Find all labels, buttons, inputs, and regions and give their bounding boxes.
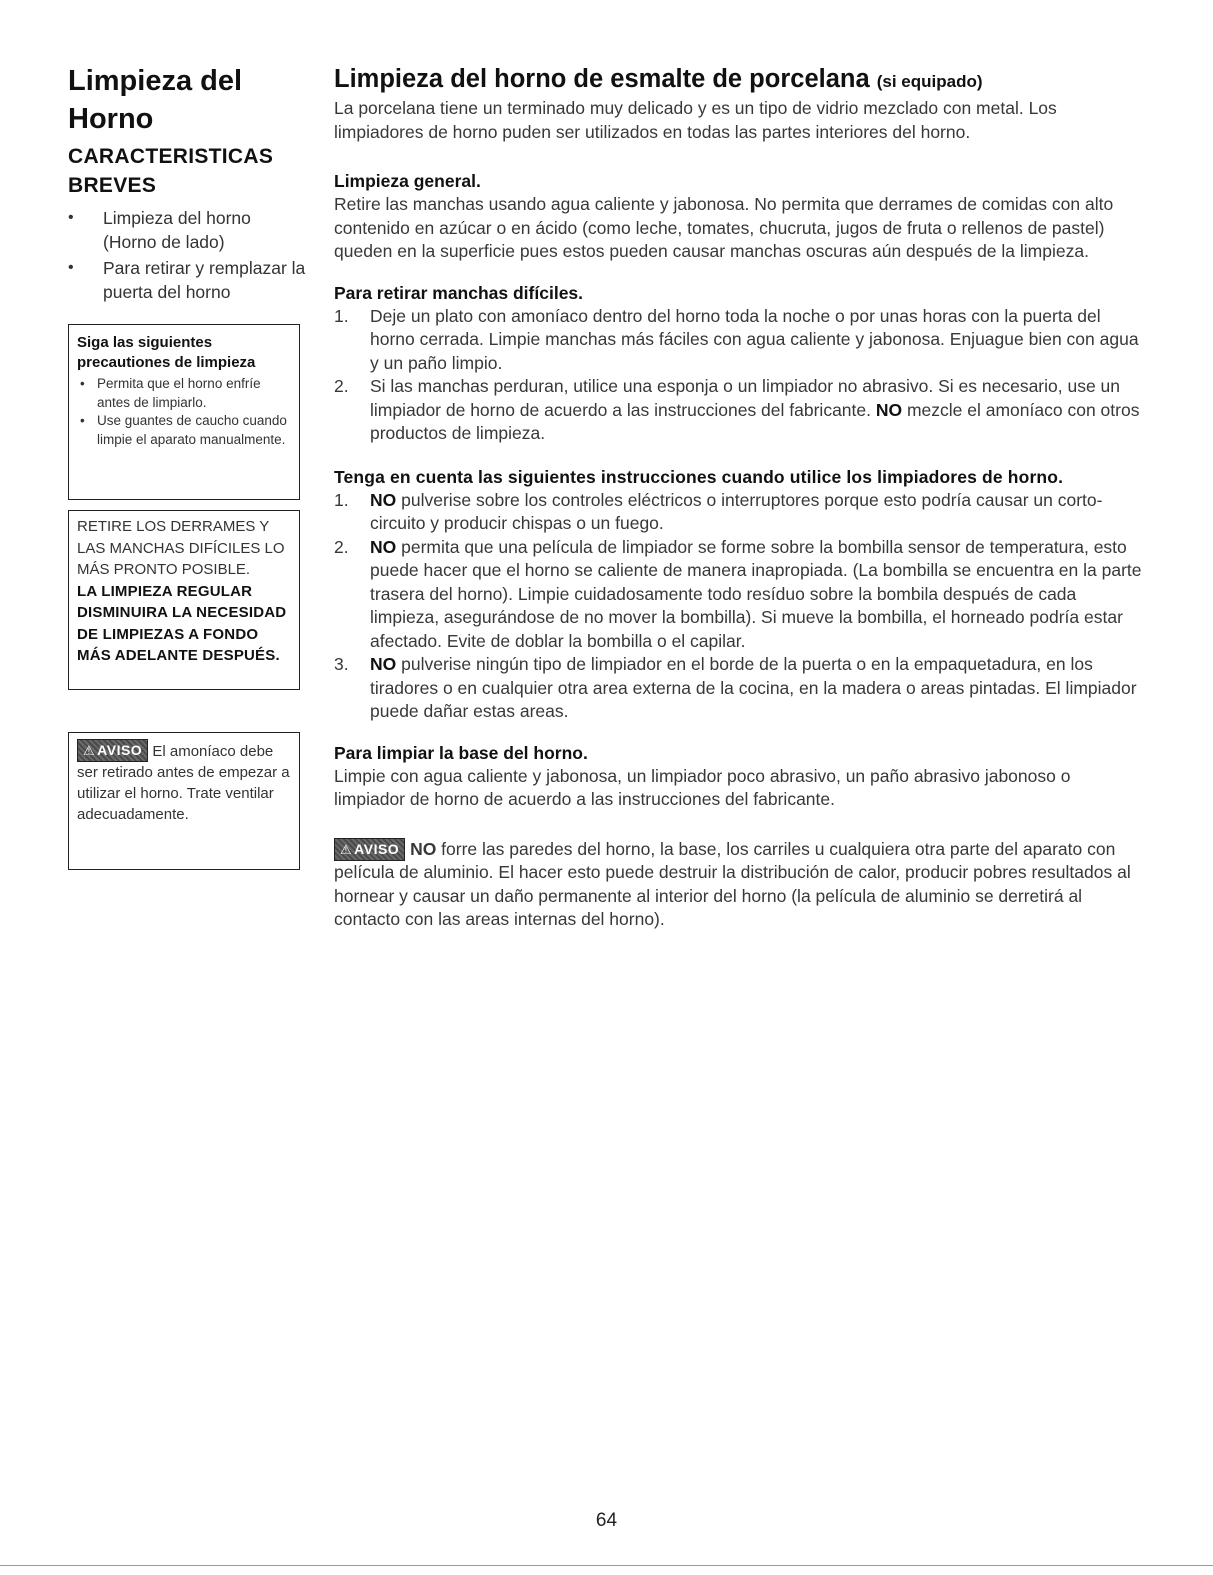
list-text-bold: NO (370, 654, 397, 674)
ammonia-warning-text: El amoníaco debe ser retirado antes de empezar a utilizar el horno. Trate ventilar adecuadamente. (77, 743, 290, 823)
footer-divider (0, 1565, 1213, 1566)
precautions-box (68, 324, 300, 500)
list-text-main: permita que una película de limpiador se forme sobre la bombilla sensor de temperatura, esto puede hacer que el horno se caliente de manera inapropiada. (La bombilla se encuentra en la parte trasera del horno). Limpie cuidadosamente todo resíduo sobre la bombila después de cada limpieza, asegurándose de no mover la bombilla). Si mueve la bombilla, el horneado podría estar afectado. Evite de doblar la bombilla o el capilar. (370, 536, 1142, 651)
general-cleaning-heading: Limpieza general. (334, 171, 481, 191)
general-cleaning-text: Retire las manchas usando agua caliente y jabonosa. No permita que derrames de comidas con alto contenido en azúcar o en ácido (como leche, tomates, chucruta, jugos de fruta o rellenos de pastel) queden en la superficie pues estos pueden causar manchas oscuras aún después de la limpieza. (334, 194, 1114, 261)
list-item (334, 489, 1142, 536)
list-number: 2. (334, 536, 349, 557)
list-text-bold: NO (370, 489, 397, 510)
spills-note-box (68, 510, 300, 690)
warning-triangle-icon: ⚠ (83, 743, 96, 758)
foil-warning-text: forre las paredes del horno, la base, los carriles u cualquiera otra parte del aparato con película de aluminio. El hacer esto puede destruir la distribución de calor, producir pobres resultados al hornear y causar un daño permanente al interior del horno (la película de aluminio se derretirá al contacto con las areas internas del horno). (334, 838, 1131, 929)
precaution-item: • Permita que el horno enfríe antes de limpiarlo. (77, 375, 291, 412)
warning-bold-text: NO (410, 838, 437, 859)
list-text-bold: NO (875, 399, 903, 420)
base-cleaning-text: Limpie con agua caliente y jabonosa, un limpiador poco abrasivo, un paño abrasivo jabonoso o limpiador de horno de acuerdo a las instrucciones del fabricante. (334, 765, 1071, 809)
list-text-main: pulverise ningún tipo de limpiador en el borde de la puerta o en la empaquetadura, en los tiradores o en cualquier otra area externa de la cocina, en la madera o areas pintadas. El limpiador puede dañar estas areas. (370, 654, 1137, 721)
precaution-item: • Use guantes de caucho cuando limpie el aparato manualmente. (77, 412, 291, 449)
list-text-main: Si las manchas perduran, utilice una esponja o un limpiador no abrasivo. Si es necesario, use un limpiador de horno de acuerdo a las instrucciones del fabricante. (370, 376, 1121, 420)
list-item (334, 653, 1142, 724)
ammonia-warning-box (68, 732, 300, 870)
list-text (370, 305, 1142, 376)
list-text-rest: mezcle el amoníaco con otros productos de limpieza. (370, 399, 1140, 443)
list-text (370, 653, 1142, 724)
list-item (334, 375, 1142, 446)
section-title-text: Limpieza del horno de esmalte de porcelana (334, 65, 870, 93)
list-number: 3. (334, 654, 349, 674)
precautions-list (77, 375, 291, 449)
list-number: 1. (334, 489, 349, 510)
list-number: 2. (334, 376, 349, 396)
warning-badge-label: AVISO (97, 742, 143, 758)
list-text (370, 536, 1142, 654)
page-title: Limpieza del Horno (68, 65, 243, 135)
intro-paragraph: La porcelana tiene un terminado muy delicado y es un tipo de vidrio mezclado con metal. Los limpiadores de horno puden ser utilizados en todas las partes interiores del horno. (334, 98, 1057, 142)
features-list (68, 206, 308, 304)
list-item (334, 536, 1142, 654)
features-heading: CARACTERISTICAS BREVES (68, 145, 274, 197)
section-title (334, 64, 1142, 97)
instructions-list (334, 489, 1142, 724)
list-text (370, 375, 1142, 446)
list-text-main: Deje un plato con amoníaco dentro del horno toda la noche o por unas horas con la puerta del horno cerrada. Limpie manchas más fáciles con agua caliente y jabonosa. Enjuague bien con agua y un paño limpio. (370, 305, 1139, 373)
base-cleaning-heading: Para limpiar la base del horno. (334, 742, 588, 763)
section-title-suffix: (si equipado) (876, 72, 983, 91)
foil-warning (334, 838, 1142, 932)
feature-item: • Limpieza del horno (Horno de lado) (68, 206, 308, 254)
list-item (334, 305, 1142, 376)
warning-badge-label: AVISO (354, 840, 400, 857)
warning-badge (77, 739, 148, 762)
warning-badge (334, 838, 405, 861)
regular-cleaning-note: LA LIMPIEZA REGULAR DISMINUIRA LA NECESIDAD DE LIMPIEZAS A FONDO MÁS ADELANTE DESPUÉS. (77, 582, 287, 664)
list-text-main: pulverise sobre los controles eléctricos o interruptores porque esto podría causar un corto-circuito y producir chispas o un fuego. (370, 489, 1103, 533)
page-number: 64 (595, 1510, 618, 1531)
precautions-heading: Siga las siguientes precautiones de limpieza (77, 334, 256, 371)
list-text-bold: NO (370, 536, 397, 557)
spills-note-text: RETIRE LOS DERRAMES Y LAS MANCHAS DIFÍCILES LO MÁS PRONTO POSIBLE. (77, 518, 285, 578)
difficult-stains-list (334, 305, 1142, 446)
list-number: 1. (334, 305, 349, 326)
feature-item: • Para retirar y remplazar la puerta del horno (68, 256, 308, 304)
main-content (334, 64, 1142, 932)
warning-triangle-icon: ⚠ (340, 841, 353, 857)
instructions-heading: Tenga en cuenta las siguientes instrucciones cuando utilice los limpiadores de horno. (334, 466, 1064, 487)
difficult-stains-heading: Para retirar manchas difíciles. (334, 282, 584, 303)
sidebar (68, 62, 308, 306)
list-text (370, 489, 1142, 536)
